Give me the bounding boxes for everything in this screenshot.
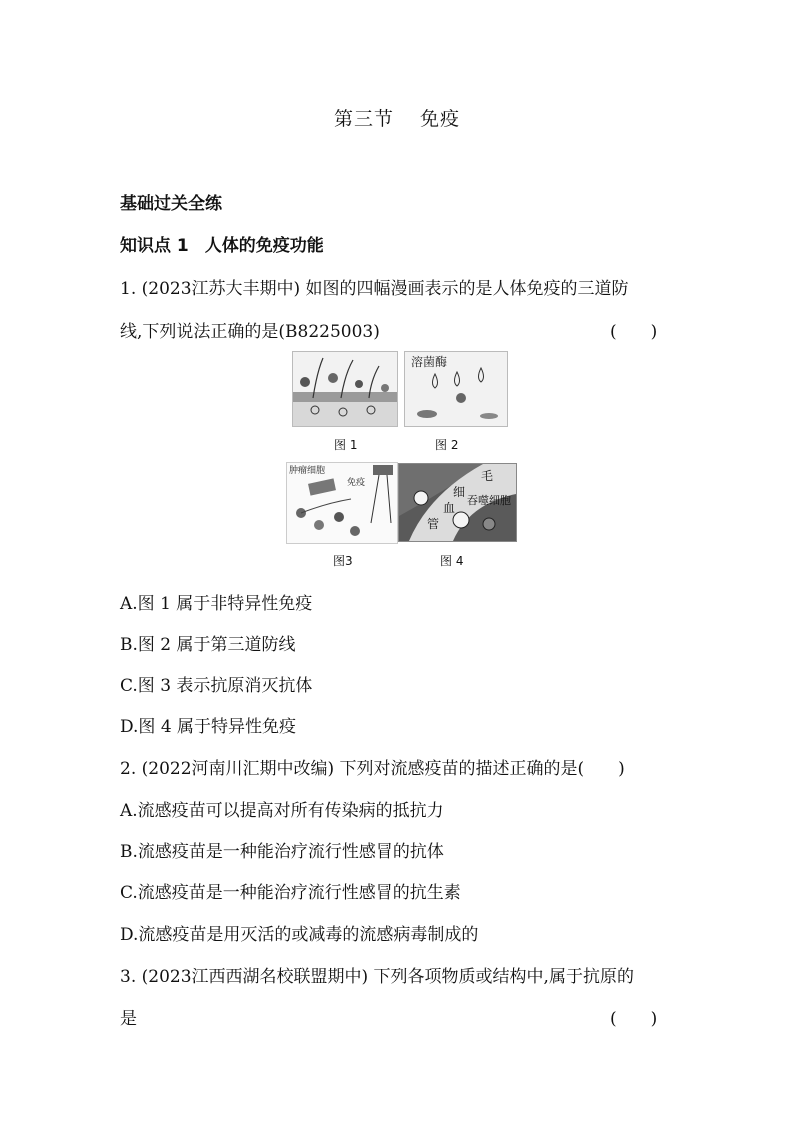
figure-4-label-guan: 管 xyxy=(427,517,440,531)
knowledge-point-heading xyxy=(120,231,324,256)
q1-option-d: D.图 4 属于特异性免疫 xyxy=(120,717,297,737)
page-title xyxy=(0,104,794,131)
q2-option-a: A.流感疫苗可以提高对所有传染病的抵抗力 xyxy=(120,801,444,821)
title-part2: 免疫 xyxy=(420,108,461,130)
figure-4-label-phagocyte: 吞噬细胞 xyxy=(467,494,511,507)
q2-stem: 2. (2022河南川汇期中改编) 下列对流感疫苗的描述正确的是( ) xyxy=(120,759,625,779)
figure-4-caption: 图 4 xyxy=(440,554,464,568)
knowledge-point-text: 人体的免疫功能 xyxy=(204,236,324,256)
section-heading: 基础过关全练 xyxy=(120,194,222,214)
figure-3-label-immune: 免疫 xyxy=(347,478,366,488)
figure-4-phagocytes xyxy=(398,463,517,542)
figure-2-illustration xyxy=(405,352,507,426)
q3-answer-blank: ( ) xyxy=(610,1009,658,1029)
figure-2-label: 溶菌酶 xyxy=(411,355,448,369)
figure-4-label-xi: 细 xyxy=(453,485,466,499)
figure-1-illustration xyxy=(293,352,397,426)
q1-answer-blank: ( ) xyxy=(610,322,658,342)
figure-1-caption: 图 1 xyxy=(334,438,358,452)
q1-option-c: C.图 3 表示抗原消灭抗体 xyxy=(120,676,313,696)
q2-option-b: B.流感疫苗是一种能治疗流行性感冒的抗体 xyxy=(120,842,444,862)
knowledge-point-label: 知识点 1 xyxy=(120,236,189,256)
title-part1: 第三节 xyxy=(333,108,394,130)
figure-3-caption: 图3 xyxy=(333,554,353,568)
figure-2-caption: 图 2 xyxy=(435,438,459,452)
figure-3-illustration xyxy=(287,463,397,543)
q3-stem-line2: 是 xyxy=(120,1009,137,1029)
figure-3-label-tumor: 肿瘤细胞 xyxy=(289,466,326,476)
figure-3-antibody-defense xyxy=(286,462,398,544)
q1-stem-line2: 线,下列说法正确的是(B8225003) xyxy=(120,322,380,342)
figure-4-label-xue: 血 xyxy=(443,501,456,515)
q1-stem-line1: 1. (2023江苏大丰期中) 如图的四幅漫画表示的是人体免疫的三道防 xyxy=(120,279,629,299)
figure-2-lysozyme xyxy=(404,351,508,427)
q1-option-b: B.图 2 属于第三道防线 xyxy=(120,635,296,655)
q1-option-a: A.图 1 属于非特异性免疫 xyxy=(120,594,313,614)
figure-4-label-mao: 毛 xyxy=(481,469,494,483)
q2-option-d: D.流感疫苗是用灭活的或减毒的流感病毒制成的 xyxy=(120,925,479,945)
q2-option-c: C.流感疫苗是一种能治疗流行性感冒的抗生素 xyxy=(120,883,461,903)
figure-1-skin-barrier xyxy=(292,351,398,427)
figure-4-illustration xyxy=(399,464,516,541)
q3-stem-line1: 3. (2023江西西湖名校联盟期中) 下列各项物质或结构中,属于抗原的 xyxy=(120,967,634,987)
